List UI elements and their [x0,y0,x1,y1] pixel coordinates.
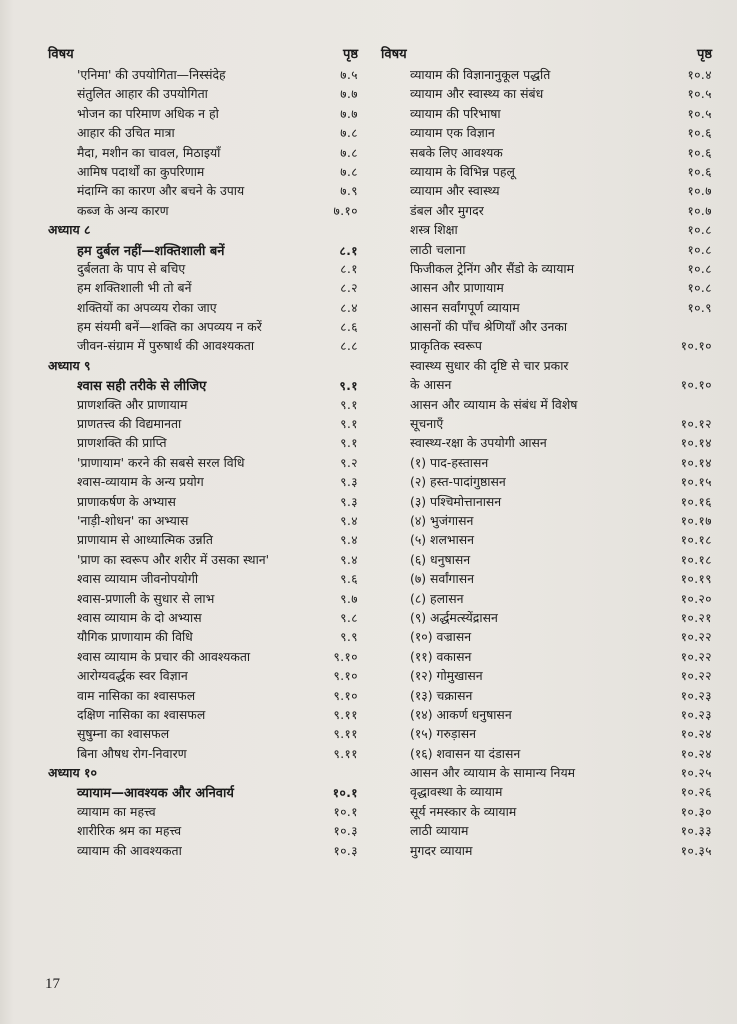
entry-page: ९.११ [333,727,358,742]
entry-title: श्वास-प्रणाली के सुधार से लाभ [77,590,215,606]
toc-entry [48,687,358,706]
entry-title: स्वास्थ्य सुधार की दृष्टि से चार प्रकार [410,357,569,373]
entry-page: ८.८ [340,339,358,354]
toc-entry [381,512,712,531]
chapter-heading [48,221,358,240]
entry-page: ९.११ [333,746,358,761]
toc-entry [48,260,358,279]
toc-entry [48,822,358,841]
entry-page: १०.२४ [680,727,712,742]
entry-title: व्यायाम का महत्त्व [77,803,156,819]
toc-entry [48,628,358,647]
entry-title: (८) हलासन [410,590,464,606]
toc-entry [381,628,712,647]
entry-page: १०.३५ [680,843,712,858]
entry-title: भोजन का परिमाण अधिक न हो [77,105,219,121]
toc-entry [48,493,358,512]
toc-entry [48,609,358,628]
entry-title: (९) अर्द्धमत्स्येंद्रासन [410,609,498,625]
entry-title: (१०) वज्रासन [410,629,472,645]
entry-page: १०.३ [333,843,358,858]
entry-title: लाठी चलाना [410,241,466,257]
entry-page: १०.२१ [680,610,712,625]
toc-entry [48,85,358,104]
entry-page: ७.८ [340,126,358,141]
toc-entry [381,842,712,861]
entry-title: अध्याय १० [48,765,97,781]
entry-title: सूर्य नमस्कार के व्यायाम [410,803,517,819]
toc-entry [381,745,712,764]
entry-page: ८.६ [340,320,358,335]
entry-page: १०.३३ [680,824,712,839]
entry-page: ९.३ [340,494,358,509]
entry-page: १०.१८ [680,552,712,567]
entry-title: व्यायाम की आवश्यकता [77,842,182,858]
entry-page: ७.१० [333,203,358,218]
toc-entry [48,376,358,395]
entry-title: सूचनाएँ [410,416,444,432]
entry-title: दुर्बलता के पाप से बचिए [77,260,186,276]
entry-title: (११) वकासन [410,648,472,664]
entry-page: ९.३ [340,475,358,490]
subject-header: विषय [381,47,407,62]
entry-title: व्यायाम एक विज्ञान [410,125,495,141]
entry-title: आसन और प्राणायाम [410,280,504,296]
entry-page: ८.१ [340,261,358,276]
entry-title: वाम नासिका का श्वासफल [77,687,196,703]
chapter-heading [48,764,358,783]
toc-entry [381,764,712,783]
entry-page: १०.१२ [680,417,712,432]
entry-page: ९.१ [340,397,358,412]
toc-entry [381,667,712,686]
entry-title: (३) पश्चिमोत्तानासन [410,493,502,509]
toc-entry [48,163,358,182]
entry-title: व्यायाम की परिभाषा [410,105,501,121]
entry-title: के आसन [410,377,452,393]
entry-title: आसन और व्यायाम के संबंध में विशेष [410,396,578,412]
entry-page: ९.६ [340,572,358,587]
toc-entry [381,357,712,376]
entry-title: हम संयमी बनें—शक्ति का अपव्यय न करें [77,319,262,335]
entry-page: १०.१ [332,786,358,801]
entry-title: श्वास व्यायाम के प्रचार की आवश्यकता [77,648,251,664]
entry-title: कब्ज के अन्य कारण [77,202,169,218]
toc-entry [48,725,358,744]
toc-entry [381,454,712,473]
toc-entry [381,803,712,822]
entry-title: 'एनिमा' की उपयोगिता—निस्संदेह [77,67,226,82]
entry-page: १०.४ [687,68,712,82]
entry-page: १०.२० [680,591,712,606]
entry-page: ९.१ [340,436,358,451]
entry-title: आसन और व्यायाम के सामान्य नियम [410,765,576,781]
toc-entry [381,551,712,570]
toc-entry [381,182,712,201]
entry-title: आमिष पदार्थों का कुपरिणाम [77,163,205,179]
entry-page: १०.५ [687,106,712,121]
entry-page: १०.२२ [680,630,712,645]
entry-title: (१३) चक्रासन [410,687,473,703]
toc-entry [48,706,358,725]
entry-title: 'प्राणायाम' करने की सबसे सरल विधि [77,454,245,470]
toc-entry [381,590,712,609]
entry-page: १०.१५ [680,475,712,490]
entry-title: (२) हस्त-पादांगुष्ठासन [410,474,506,490]
entry-title: (४) भुजंगासन [410,512,474,528]
entry-title: (१) पाद-हस्तासन [410,454,489,470]
entry-page: ७.७ [340,106,358,121]
entry-title: फिजीकल ट्रेनिंग और सैंडो के व्यायाम [410,260,574,276]
entry-page: १०.१० [680,339,712,354]
toc-entry [381,279,712,298]
entry-page: १०.२२ [680,669,712,684]
entry-page: १०.५ [687,87,712,102]
entry-title: दक्षिण नासिका का श्वासफल [77,706,206,722]
entry-title: (१६) शवासन या दंडासन [410,745,521,761]
toc-header [381,44,712,66]
entry-title: आसन सर्वांगपूर्ण व्यायाम [410,299,520,315]
toc-entry [381,493,712,512]
entry-title: शारीरिक श्रम का महत्त्व [77,823,182,839]
entry-page: ७.९ [340,184,358,199]
entry-page: १०.२६ [680,785,712,800]
entry-page: १०.१८ [680,533,712,548]
entry-page: ९.१ [340,417,358,432]
toc-entry [48,299,358,318]
toc-entry [48,337,358,356]
entry-page: १०.२३ [680,707,712,722]
entry-page: १०.८ [687,242,712,257]
toc-entry [48,396,358,415]
toc-entry [381,241,712,260]
entry-title: हम शक्तिशाली भी तो बनें [77,280,192,296]
entry-title: (१२) गोमुखासन [410,668,483,684]
entry-title: व्यायाम और स्वास्थ्य का संबंध [410,86,544,102]
toc-entry [381,570,712,589]
toc-entry [48,144,358,163]
entry-title: डंबल और मुगदर [410,202,484,218]
toc-entry [381,531,712,550]
entry-page: १०.७ [687,203,712,218]
entry-title: शक्तियों का अपव्यय रोका जाए [77,299,217,315]
entry-title: श्वास व्यायाम जीवनोपयोगी [77,571,199,587]
toc-entry [48,66,358,85]
toc-entry [381,337,712,356]
entry-page: १०.६ [687,164,712,179]
entry-page: १०.३० [680,804,712,819]
toc-entry [381,434,712,453]
entry-title: स्वास्थ्य-रक्षा के उपयोगी आसन [410,435,547,451]
entry-title: (१५) गरुड़ासन [410,726,476,742]
toc-entry [381,396,712,415]
toc-entry [381,66,712,85]
toc-header [48,44,358,66]
entry-page: ९.४ [340,552,358,567]
toc-entry [48,241,358,260]
toc-entry [381,376,712,395]
toc-entry [48,415,358,434]
entry-page: १०.१० [680,378,712,393]
toc-entry [381,648,712,667]
toc-entry [48,202,358,221]
entry-title: 'प्राण का स्वरूप और शरीर में उसका स्थान' [77,551,270,567]
entry-title: प्राणशक्ति की प्राप्ति [77,435,167,451]
entry-title: (६) धनुषासन [410,551,471,567]
toc-entry [381,85,712,104]
toc-entry [48,124,358,143]
toc-right-column [381,44,712,861]
toc-entry [48,783,358,802]
toc-entry [48,803,358,822]
entry-title: व्यायाम की विज्ञानानुकूल पद्धति [410,67,551,82]
entry-title: (१४) आकर्ण धनुषासन [410,706,512,722]
entry-title: 'नाड़ी-शोधन' का अभ्यास [77,512,189,528]
entry-title: प्राणशक्ति और प्राणायाम [77,396,188,412]
entry-title: आहार की उचित मात्रा [77,125,175,141]
toc-entry [381,706,712,725]
entry-page: ७.७ [340,87,358,102]
toc-entry [48,454,358,473]
entry-page: १०.१६ [680,494,712,509]
toc-entry [381,822,712,841]
entry-title: सुषुम्ना का श्वासफल [77,726,170,742]
entry-page: १०.२२ [680,649,712,664]
toc-entry [48,570,358,589]
toc-entry [381,221,712,240]
toc-entry [48,105,358,124]
entry-title: व्यायाम—आवश्यक और अनिवार्य [77,786,234,802]
entry-title: बिना औषध रोग-निवारण [77,745,187,761]
entry-title: (५) शलभासन [410,532,475,548]
entry-title: मैदा, मशीन का चावल, मिठाइयाँ [77,144,221,160]
toc-entry [48,551,358,570]
toc-entry [381,687,712,706]
entry-title: वृद्धावस्था के व्यायाम [410,784,503,800]
toc-entry [48,473,358,492]
entry-page: ९.१० [333,669,358,684]
entry-page: १०.२५ [680,766,712,781]
entry-page: १०.३ [333,824,358,839]
entry-page: १०.७ [687,184,712,199]
entry-page: १०.९ [687,300,712,315]
toc-entry [48,279,358,298]
entry-title: मंदाग्नि का कारण और बचने के उपाय [77,183,245,199]
entry-page: ९.१ [339,379,358,394]
entry-title: शस्त्र शिक्षा [410,222,458,238]
entry-title: प्राणायाम से आध्यात्मिक उन्नति [77,532,213,548]
entry-page: ९.४ [340,533,358,548]
entry-title: श्वास सही तरीके से लीजिए [77,379,207,395]
entry-page: १०.१ [333,804,358,819]
toc-entry [48,182,358,201]
entry-page: १०.८ [687,223,712,238]
toc-entry [381,202,712,221]
entry-page: १०.२४ [680,746,712,761]
entry-title: जीवन-संग्राम में पुरुषार्थ की आवश्यकता [77,338,255,354]
toc-entry [381,105,712,124]
entry-title: प्राणतत्त्व की विद्यमानता [77,416,182,432]
entry-page: १०.१४ [680,455,712,470]
toc-entry [48,434,358,453]
toc-entry [381,299,712,318]
toc-entry [381,318,712,337]
entry-page: १०.८ [687,281,712,296]
entry-title: सबके लिए आवश्यक [410,144,503,160]
entry-page: ९.२ [340,455,358,470]
toc-entry [381,783,712,802]
entry-page: १०.१४ [680,436,712,451]
toc-entry [381,260,712,279]
entry-title: (७) सर्वांगासन [410,571,474,587]
entry-title: प्राकृतिक स्वरूप [410,338,482,354]
entry-page: १०.१९ [680,572,712,587]
page-number: 17 [45,976,60,992]
entry-title: आरोग्यवर्द्धक स्वर विज्ञान [77,668,188,684]
entry-title: मुगदर व्यायाम [410,842,473,858]
toc-entry [48,648,358,667]
entry-title: अध्याय ९ [48,357,91,373]
entry-page: ७.८ [340,145,358,160]
toc-entry [381,609,712,628]
entry-page: ९.१० [333,649,358,664]
entry-title: व्यायाम और स्वास्थ्य [410,183,500,199]
page-header: पृष्ठ [696,47,712,62]
toc-entry [381,124,712,143]
toc-entry [381,144,712,163]
entry-page: ७.५ [340,68,358,82]
entry-page: ९.८ [340,610,358,625]
entry-page: ९.११ [333,707,358,722]
entry-page: १०.६ [687,145,712,160]
toc-entry [381,725,712,744]
toc-left-column [48,44,358,861]
entry-page: ८.४ [340,300,358,315]
entry-page: ८.२ [340,281,358,296]
subject-header: विषय [48,47,74,62]
toc-entry [381,473,712,492]
entry-page: ८.१ [339,243,358,258]
entry-title: हम दुर्बल नहीं—शक्तिशाली बनें [77,243,225,259]
entry-page: १०.१७ [680,513,712,528]
toc-entry [48,667,358,686]
entry-page: ९.७ [340,591,358,606]
entry-title: व्यायाम के विभिन्न पहलू [410,163,515,179]
entry-page: १०.६ [687,126,712,141]
chapter-heading [48,357,358,376]
entry-title: आसनों की पाँच श्रेणियाँ और उनका [410,319,568,335]
entry-title: अध्याय ८ [48,222,91,238]
entry-title: लाठी व्यायाम [410,823,469,839]
entry-page: ७.८ [340,164,358,179]
entry-page: १०.८ [687,261,712,276]
entry-page: ९.९ [340,630,358,645]
entry-title: यौगिक प्राणायाम की विधि [77,629,193,645]
toc-entry [381,415,712,434]
entry-title: संतुलित आहार की उपयोगिता [77,86,208,102]
entry-title: श्वास व्यायाम के दो अभ्यास [77,609,202,625]
entry-title: प्राणाकर्षण के अभ्यास [77,493,176,509]
toc-entry [48,842,358,861]
toc-entry [48,318,358,337]
entry-page: ९.४ [340,513,358,528]
entry-page: ९.१० [333,688,358,703]
toc-entry [48,590,358,609]
toc-entry [48,745,358,764]
toc-entry [381,163,712,182]
toc-entry [48,512,358,531]
entry-title: श्वास-व्यायाम के अन्य प्रयोग [77,474,204,490]
toc-entry [48,531,358,550]
page-header: पृष्ठ [342,47,358,62]
entry-page: १०.२३ [680,688,712,703]
